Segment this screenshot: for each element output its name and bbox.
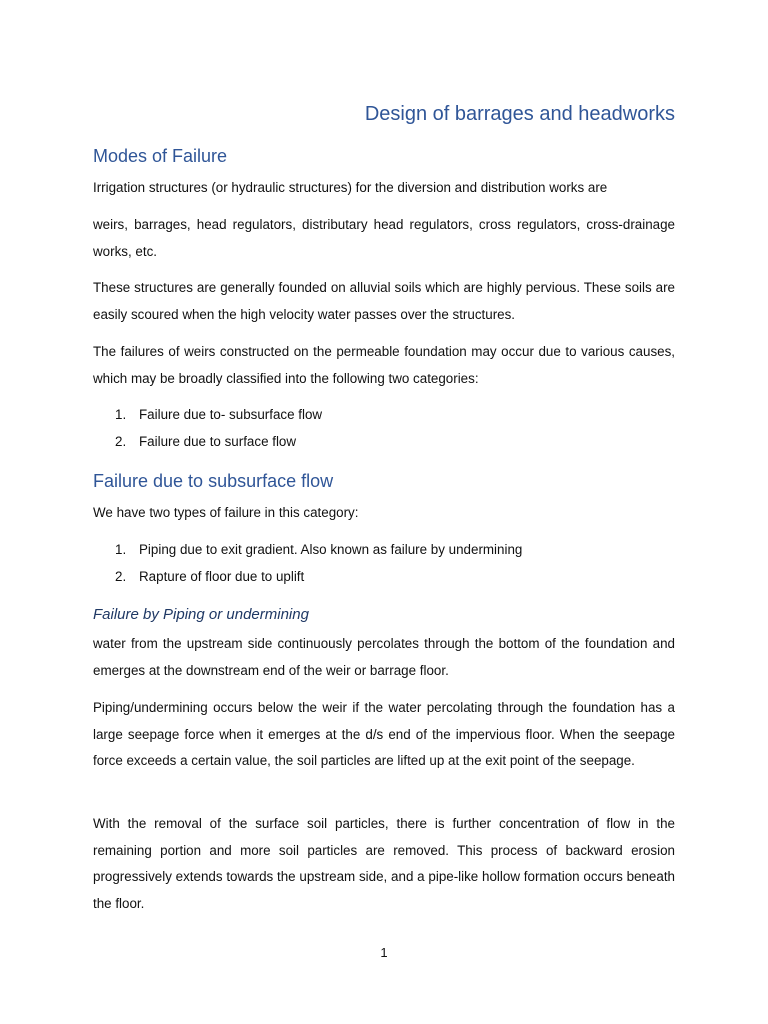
heading-modes-of-failure: Modes of Failure [93, 146, 228, 166]
paragraph: water from the upstream side continuously percolates through the bottom of the foundation and emerges at the downstream end of the weir or barrage floor. [93, 636, 675, 678]
list-number: 2. [115, 569, 127, 584]
list-item [115, 542, 522, 557]
list-number: 2. [115, 434, 127, 449]
heading-subsurface-flow: Failure due to subsurface flow [93, 471, 334, 491]
list-text: Rapture of floor due to uplift [139, 569, 305, 584]
document-title: Design of barrages and headworks [364, 103, 675, 125]
paragraph: We have two types of failure in this category: [93, 505, 359, 520]
list-item [115, 569, 304, 584]
list-text: Piping due to exit gradient. Also known as failure by undermining [139, 542, 523, 557]
list-item [115, 407, 322, 422]
paragraph: Irrigation structures (or hydraulic structures) for the diversion and distribution works are [93, 180, 608, 195]
list-text: Failure due to surface flow [139, 434, 297, 449]
list-text: Failure due to- subsurface flow [139, 407, 323, 422]
paragraph: Piping/undermining occurs below the weir if the water percolating through the foundation has a large seepage force when it emerges at the d/s end of the impervious floor. When the seepage force exceeds a certain value, the soil particles are lifted up at the exit point of the seepage. [93, 700, 675, 769]
list-item [115, 434, 296, 449]
list-number: 1. [115, 542, 127, 557]
paragraph: weirs, barrages, head regulators, distributary head regulators, cross regulators, cross-drainage works, etc. [93, 217, 675, 259]
paragraph: These structures are generally founded on alluvial soils which are highly pervious. These soils are easily scoured when the high velocity water passes over the structures. [93, 280, 675, 322]
page-number: 1 [380, 945, 388, 960]
list-number: 1. [115, 407, 127, 422]
paragraph: The failures of weirs constructed on the permeable foundation may occur due to various causes, which may be broadly classified into the following two categories: [93, 344, 675, 386]
paragraph: With the removal of the surface soil particles, there is further concentration of flow in the remaining portion and more soil particles are removed. This process of backward erosion progressively extends towards the upstream side, and a pipe-like hollow formation occurs beneath the floor. [93, 816, 675, 912]
heading-piping: Failure by Piping or undermining [93, 606, 309, 623]
